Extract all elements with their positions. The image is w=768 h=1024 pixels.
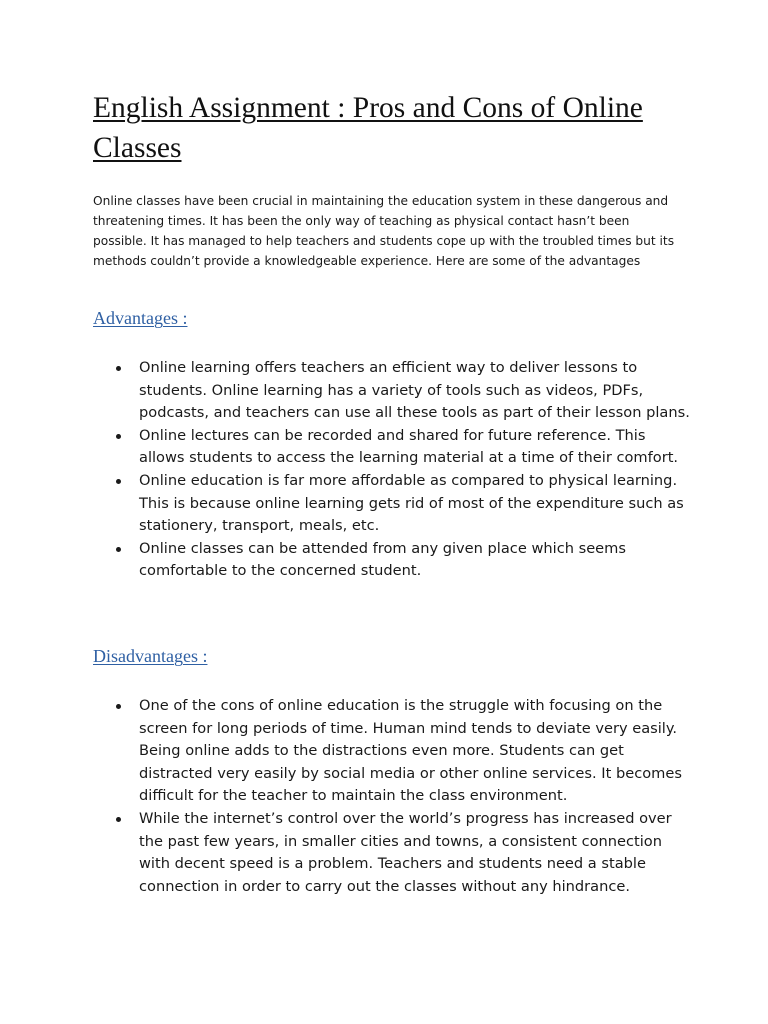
bullet-icon (116, 434, 121, 439)
disadvantage-item-text: While the internet’s control over the world’s progress has increased over the past few years, in smaller cities and towns, a consistent connection with decent speed is a problem. Teachers and students need a stable connection in order to carry out the classes without any hindrance. (139, 809, 672, 895)
disadvantages-heading: Disadvantages : (93, 646, 208, 666)
advantage-item-text: Online education is far more affordable as compared to physical learning. This is because online learning gets rid of most of the expenditure such as stationery, transport, meals, etc. (139, 471, 684, 535)
disadvantage-item-2 (93, 808, 693, 898)
advantage-item-4 (93, 538, 693, 583)
advantage-item-3 (93, 470, 693, 538)
disadvantage-item-text: One of the cons of online education is the struggle with focusing on the screen for long periods of time. Human mind tends to deviate very easily. Being online adds to the distractions even more. Students can get distracted very easily by social media or other online services. It becomes difficult for the teacher to maintain the class environment. (139, 697, 682, 805)
advantage-item-text: Online learning offers teachers an efficient way to deliver lessons to students. Online learning has a variety of tools such as videos, PDFs, podcasts, and teachers can use all these tools as part of their lesson plans. (139, 359, 690, 422)
document-title: English Assignment : Pros and Cons of Online Classes (93, 92, 643, 164)
advantage-item-1 (93, 357, 693, 425)
intro-paragraph: Online classes have been crucial in maintaining the education system in these dangerous and threatening times. It has been the only way of teaching as physical contact hasn’t been possible. It has managed to help teachers and students cope up with the troubled times but its methods couldn’t provide a knowledgeable experience. Here are some of the advantages (93, 194, 675, 268)
advantage-item-text: Online lectures can be recorded and shared for future reference. This allows students to access the learning material at a time of their comfort. (139, 426, 679, 467)
bullet-icon (116, 817, 121, 822)
bullet-icon (116, 547, 121, 552)
advantage-item-text: Online classes can be attended from any given place which seems comfortable to the concerned student. (139, 539, 626, 580)
advantages-heading: Advantages : (93, 308, 188, 328)
advantage-item-2 (93, 425, 693, 470)
bullet-icon (116, 704, 121, 709)
bullet-icon (116, 366, 121, 371)
advantages-list (93, 357, 693, 583)
disadvantages-list (93, 695, 693, 898)
bullet-icon (116, 479, 121, 484)
disadvantage-item-1 (93, 695, 693, 808)
